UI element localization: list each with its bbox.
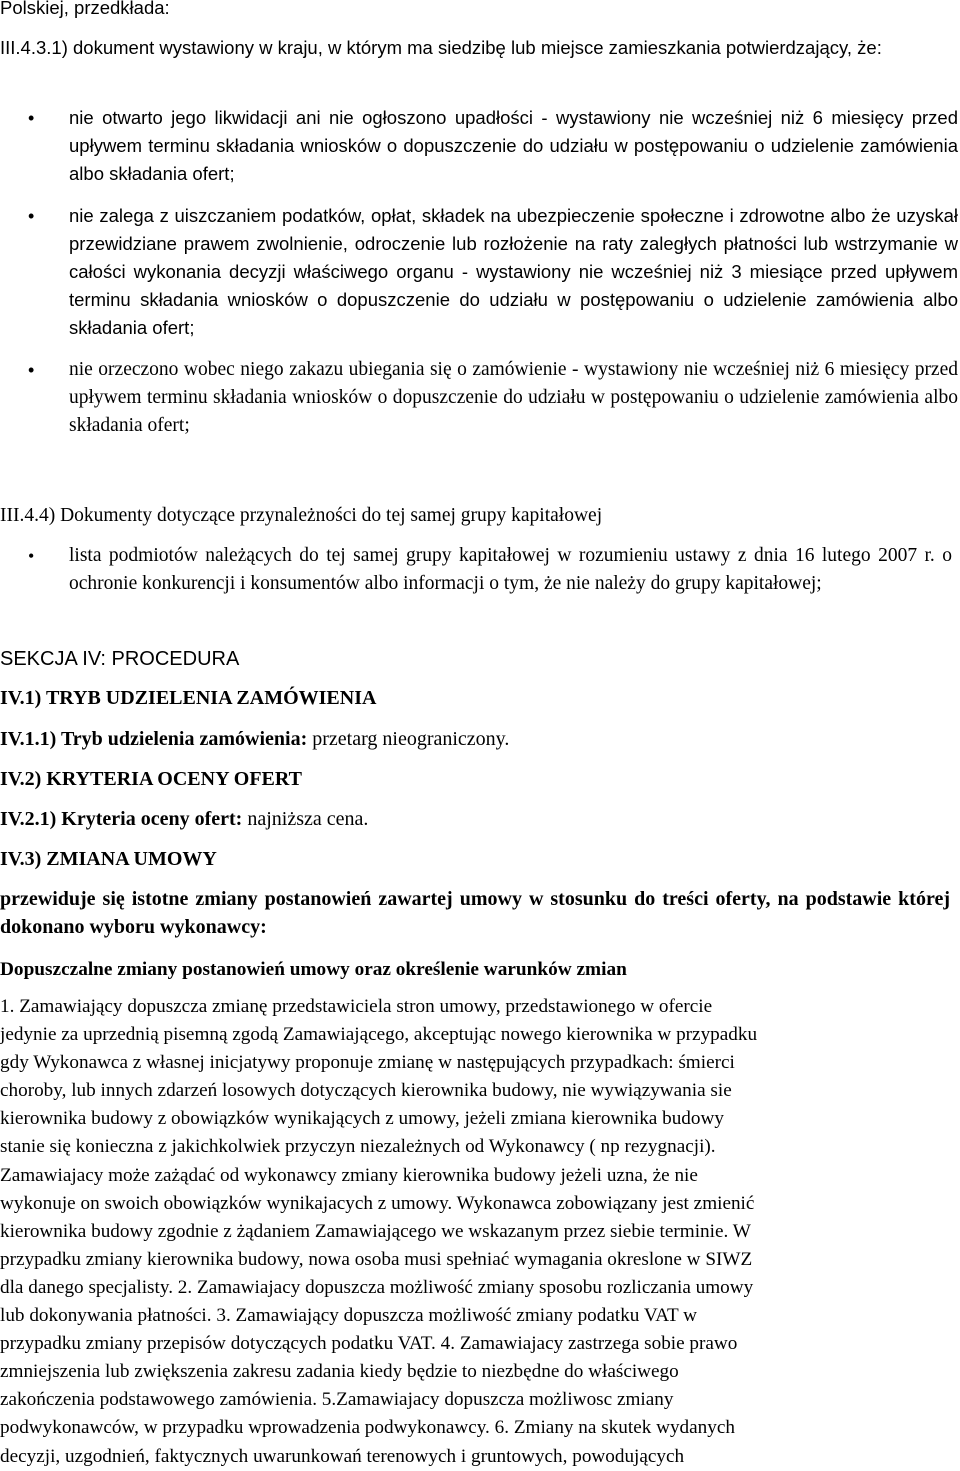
- section-3-bullets: [0, 104, 958, 440]
- section-4-heading: III.4.4) Dokumenty dotyczące przynależności do tej samej grupy kapitałowej: [0, 505, 603, 526]
- body-line: przypadku zmiany przepisów dotyczących podatku VAT. 4. Zamawiajacy zastrzega sobie prawo: [0, 1333, 738, 1355]
- body-line: 1. Zamawiający dopuszcza zmianę przedstawiciela stron umowy, przedstawionego w ofercie: [0, 996, 713, 1017]
- list-item: [0, 356, 958, 440]
- bullet-icon: •: [28, 108, 35, 128]
- body-line: zmniejszenia lub zwiększenia zakresu zadania kiedy będzie to niezbędne do właściwego: [0, 1361, 679, 1383]
- body-line: jedynie za uprzednią pisemną zgodą Zamawiającego, akceptując nowego kierownika w przypadku: [0, 1024, 758, 1046]
- iv11-line: [0, 725, 509, 753]
- section-title: SEKCJA IV: PROCEDURA: [0, 648, 240, 670]
- section-4-bullets: [0, 542, 952, 598]
- bullet-icon: •: [28, 360, 35, 380]
- iv21-line: [0, 805, 368, 833]
- iv3-body: [0, 993, 960, 1471]
- body-line: lub dokonywania płatności. 3. Zamawiający dopuszcza możliwość zmiany podatku VAT w: [0, 1305, 697, 1327]
- body-line: podwykonawców, w przypadku wprowadzenia podwykonawcy. 6. Zmiany na skutek wydanych: [0, 1417, 735, 1439]
- iv1-title: IV.1) TRYB UDZIELENIA ZAMÓWIENIA: [0, 687, 377, 709]
- list-item: [0, 542, 952, 598]
- list-item: [0, 202, 958, 342]
- list-item-text: nie otwarto jego likwidacji ani nie ogłoszono upadłości - wystawiony nie wcześniej niż 6 miesięcy przed upływem terminu składania wniosków o dopuszczenie do udziału w postępowaniu o udzielenie zamówienia albo składania ofert;: [69, 107, 958, 184]
- iv21-label: IV.2.1) Kryteria oceny ofert:: [0, 808, 243, 830]
- body-line: choroby, lub innych zdarzeń losowych dotyczących kierownika budowy, nie wywiązywania sie: [0, 1080, 732, 1102]
- body-line: wykonuje on swoich obowiązków wynikajacych z umowy. Wykonawca zobowiązany jest zmienić: [0, 1192, 755, 1214]
- bullet-icon: •: [28, 546, 35, 566]
- body-line: kierownika budowy z obowiązków wynikających z umowy, jeżeli zmiana kierownika budowy: [0, 1108, 724, 1130]
- section-3-heading: III.4.3.1) dokument wystawiony w kraju, w którym ma siedzibę lub miejsce zamieszkania potwierdzający, że:: [0, 37, 882, 58]
- list-item-text: nie orzeczono wobec niego zakazu ubiegania się o zamówienie - wystawiony nie wcześniej niż 6 miesięcy przed upływem terminu składania wniosków o dopuszczenie do udziału w postępowaniu o udzielenie zamówienia albo składania ofert;: [69, 359, 958, 436]
- body-line: przypadku zmiany kierownika budowy, nowa osoba musi spełniać wymagania okreslone w SIWZ: [0, 1248, 753, 1270]
- body-line: stanie się konieczna z jakichkolwiek przyczyn niezależnych od Wykonawcy ( np rezygnacji).: [0, 1136, 716, 1158]
- iv2-title: IV.2) KRYTERIA OCENY OFERT: [0, 768, 302, 790]
- list-item-text: lista podmiotów należących do tej samej grupy kapitałowej w rozumieniu ustawy z dnia 16 lutego 2007 r. o ochronie konkurencji i konsumentów albo informacji o tym, że nie należy do grupy kapitałowej;: [69, 545, 952, 594]
- body-line: dla danego specjalisty. 2. Zamawiajacy dopuszcza możliwość zmiany sposobu rozliczania umowy: [0, 1276, 754, 1298]
- bullet-icon: •: [28, 206, 35, 226]
- body-line: Zamawiajacy może zażądać od wykonawcy zmiany kierownika budowy jeżeli uzna, że nie: [0, 1164, 698, 1186]
- iv11-value: przetarg nieograniczony.: [307, 728, 510, 750]
- intro-text: Polskiej, przedkłada:: [0, 0, 170, 18]
- list-item: [0, 104, 958, 188]
- iv3-bold-paragraph: przewiduje się istotne zmiany postanowień zawartej umowy w stosunku do treści oferty, na podstawie której dokonano wyboru wykonawcy:: [0, 888, 950, 938]
- iv21-value: najniższa cena.: [242, 808, 369, 830]
- body-line: kierownika budowy zgodnie z żądaniem Zamawiającego we wskazanym przez siebie terminie. W: [0, 1220, 751, 1242]
- iv3-title: IV.3) ZMIANA UMOWY: [0, 848, 217, 870]
- list-item-text: nie zalega z uiszczaniem podatków, opłat, składek na ubezpieczenie społeczne i zdrowotne albo że uzyskał przewidziane prawem zwolnienie, odroczenie lub rozłożenie na raty zaległych płatności lub wstrzymanie w całości wykonania decyzji właściwego organu - wystawiony nie wcześniej niż 3 miesiące przed upływem terminu składania wniosków o dopuszczenie do udziału w postępowaniu o udzielenie zamówienia albo składania ofert;: [69, 205, 958, 338]
- iv11-label: IV.1.1) Tryb udzielenia zamówienia:: [0, 728, 308, 750]
- body-line: decyzji, uzgodnień, faktycznych uwarunkowań terenowych i gruntowych, powodujących: [0, 1445, 685, 1467]
- iv3-subheading: Dopuszczalne zmiany postanowień umowy oraz określenie warunków zmian: [0, 959, 627, 980]
- body-line: zakończenia podstawowego zamówienia. 5.Zamawiajacy dopuszcza możliwosc zmiany: [0, 1389, 674, 1411]
- body-line: gdy Wykonawca z własnej inicjatywy proponuje zmianę w następujących przypadkach: śmierci: [0, 1052, 735, 1074]
